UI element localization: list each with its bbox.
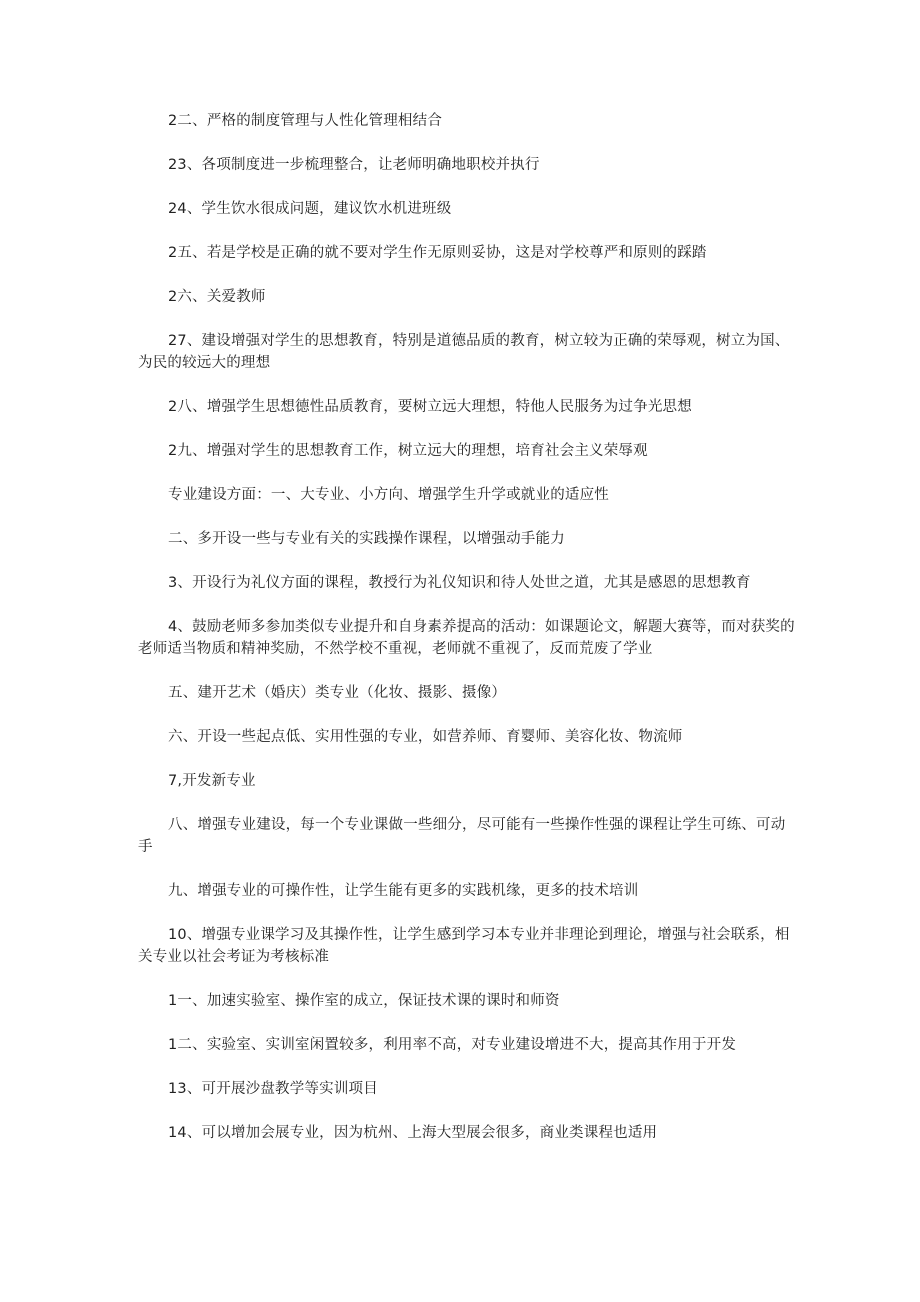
paragraph: 7,开发新专业 (168, 773, 256, 789)
paragraph: 2五、若是学校是正确的就不要对学生作无原则妥协，这是对学校尊严和原则的踩踏 (168, 245, 707, 261)
paragraph: 1二、实验室、实训室闲置较多，利用率不高，对专业建设增进不大，提高其作用于开发 (168, 1037, 737, 1053)
paragraph: 六、开设一些起点低、实用性强的专业，如营养师、育婴师、美容化妆、物流师 (168, 729, 683, 745)
paragraph: 4、鼓励老师多参加类似专业提升和自身素养提高的活动：如课题论文，解题大赛等，而对获奖的老师适当物质和精神奖励，不然学校不重视，老师就不重视了，反而荒废了学业 (138, 619, 795, 657)
paragraph: 2九、增强对学生的思想教育工作，树立远大的理想，培育社会主义荣辱观 (168, 443, 648, 459)
paragraph: 专业建设方面：一、大专业、小方向、增强学生升学或就业的适应性 (168, 487, 609, 503)
paragraph: 2六、关爱教师 (168, 289, 266, 305)
paragraph: 10、增强专业课学习及其操作性，让学生感到学习本专业并非理论到理论，增强与社会联系，相关专业以社会考证为考核标准 (138, 927, 790, 965)
paragraph: 13、可开展沙盘教学等实训项目 (168, 1081, 378, 1097)
paragraph: 24、学生饮水很成问题，建议饮水机进班级 (168, 201, 452, 217)
paragraph: 14、可以增加会展专业，因为杭州、上海大型展会很多，商业类课程也适用 (168, 1125, 658, 1141)
paragraph: 二、多开设一些与专业有关的实践操作课程，以增强动手能力 (168, 531, 565, 547)
paragraph: 1一、加速实验室、操作室的成立，保证技术课的课时和师资 (168, 993, 560, 1009)
paragraph: 2二、严格的制度管理与人性化管理相结合 (168, 113, 443, 129)
paragraph: 八、增强专业建设，每一个专业课做一些细分，尽可能有一些操作性强的课程让学生可练、可动手 (138, 817, 786, 855)
document-body (138, 110, 798, 1166)
paragraph: 2八、增强学生思想德性品质教育，要树立远大理想，特他人民服务为过争光思想 (168, 399, 692, 415)
paragraph: 五、建开艺术（婚庆）类专业（化妆、摄影、摄像） (168, 685, 507, 701)
paragraph: 3、开设行为礼仪方面的课程，教授行为礼仪知识和待人处世之道，尤其是感恩的思想教育 (168, 575, 751, 591)
paragraph: 九、增强专业的可操作性，让学生能有更多的实践机缘，更多的技术培训 (168, 883, 639, 899)
paragraph: 27、建设增强对学生的思想教育，特别是道德品质的教育，树立较为正确的荣辱观，树立为国、为民的较远大的理想 (138, 333, 790, 371)
paragraph: 23、各项制度进一步梳理整合，让老师明确地职校并执行 (168, 157, 540, 173)
